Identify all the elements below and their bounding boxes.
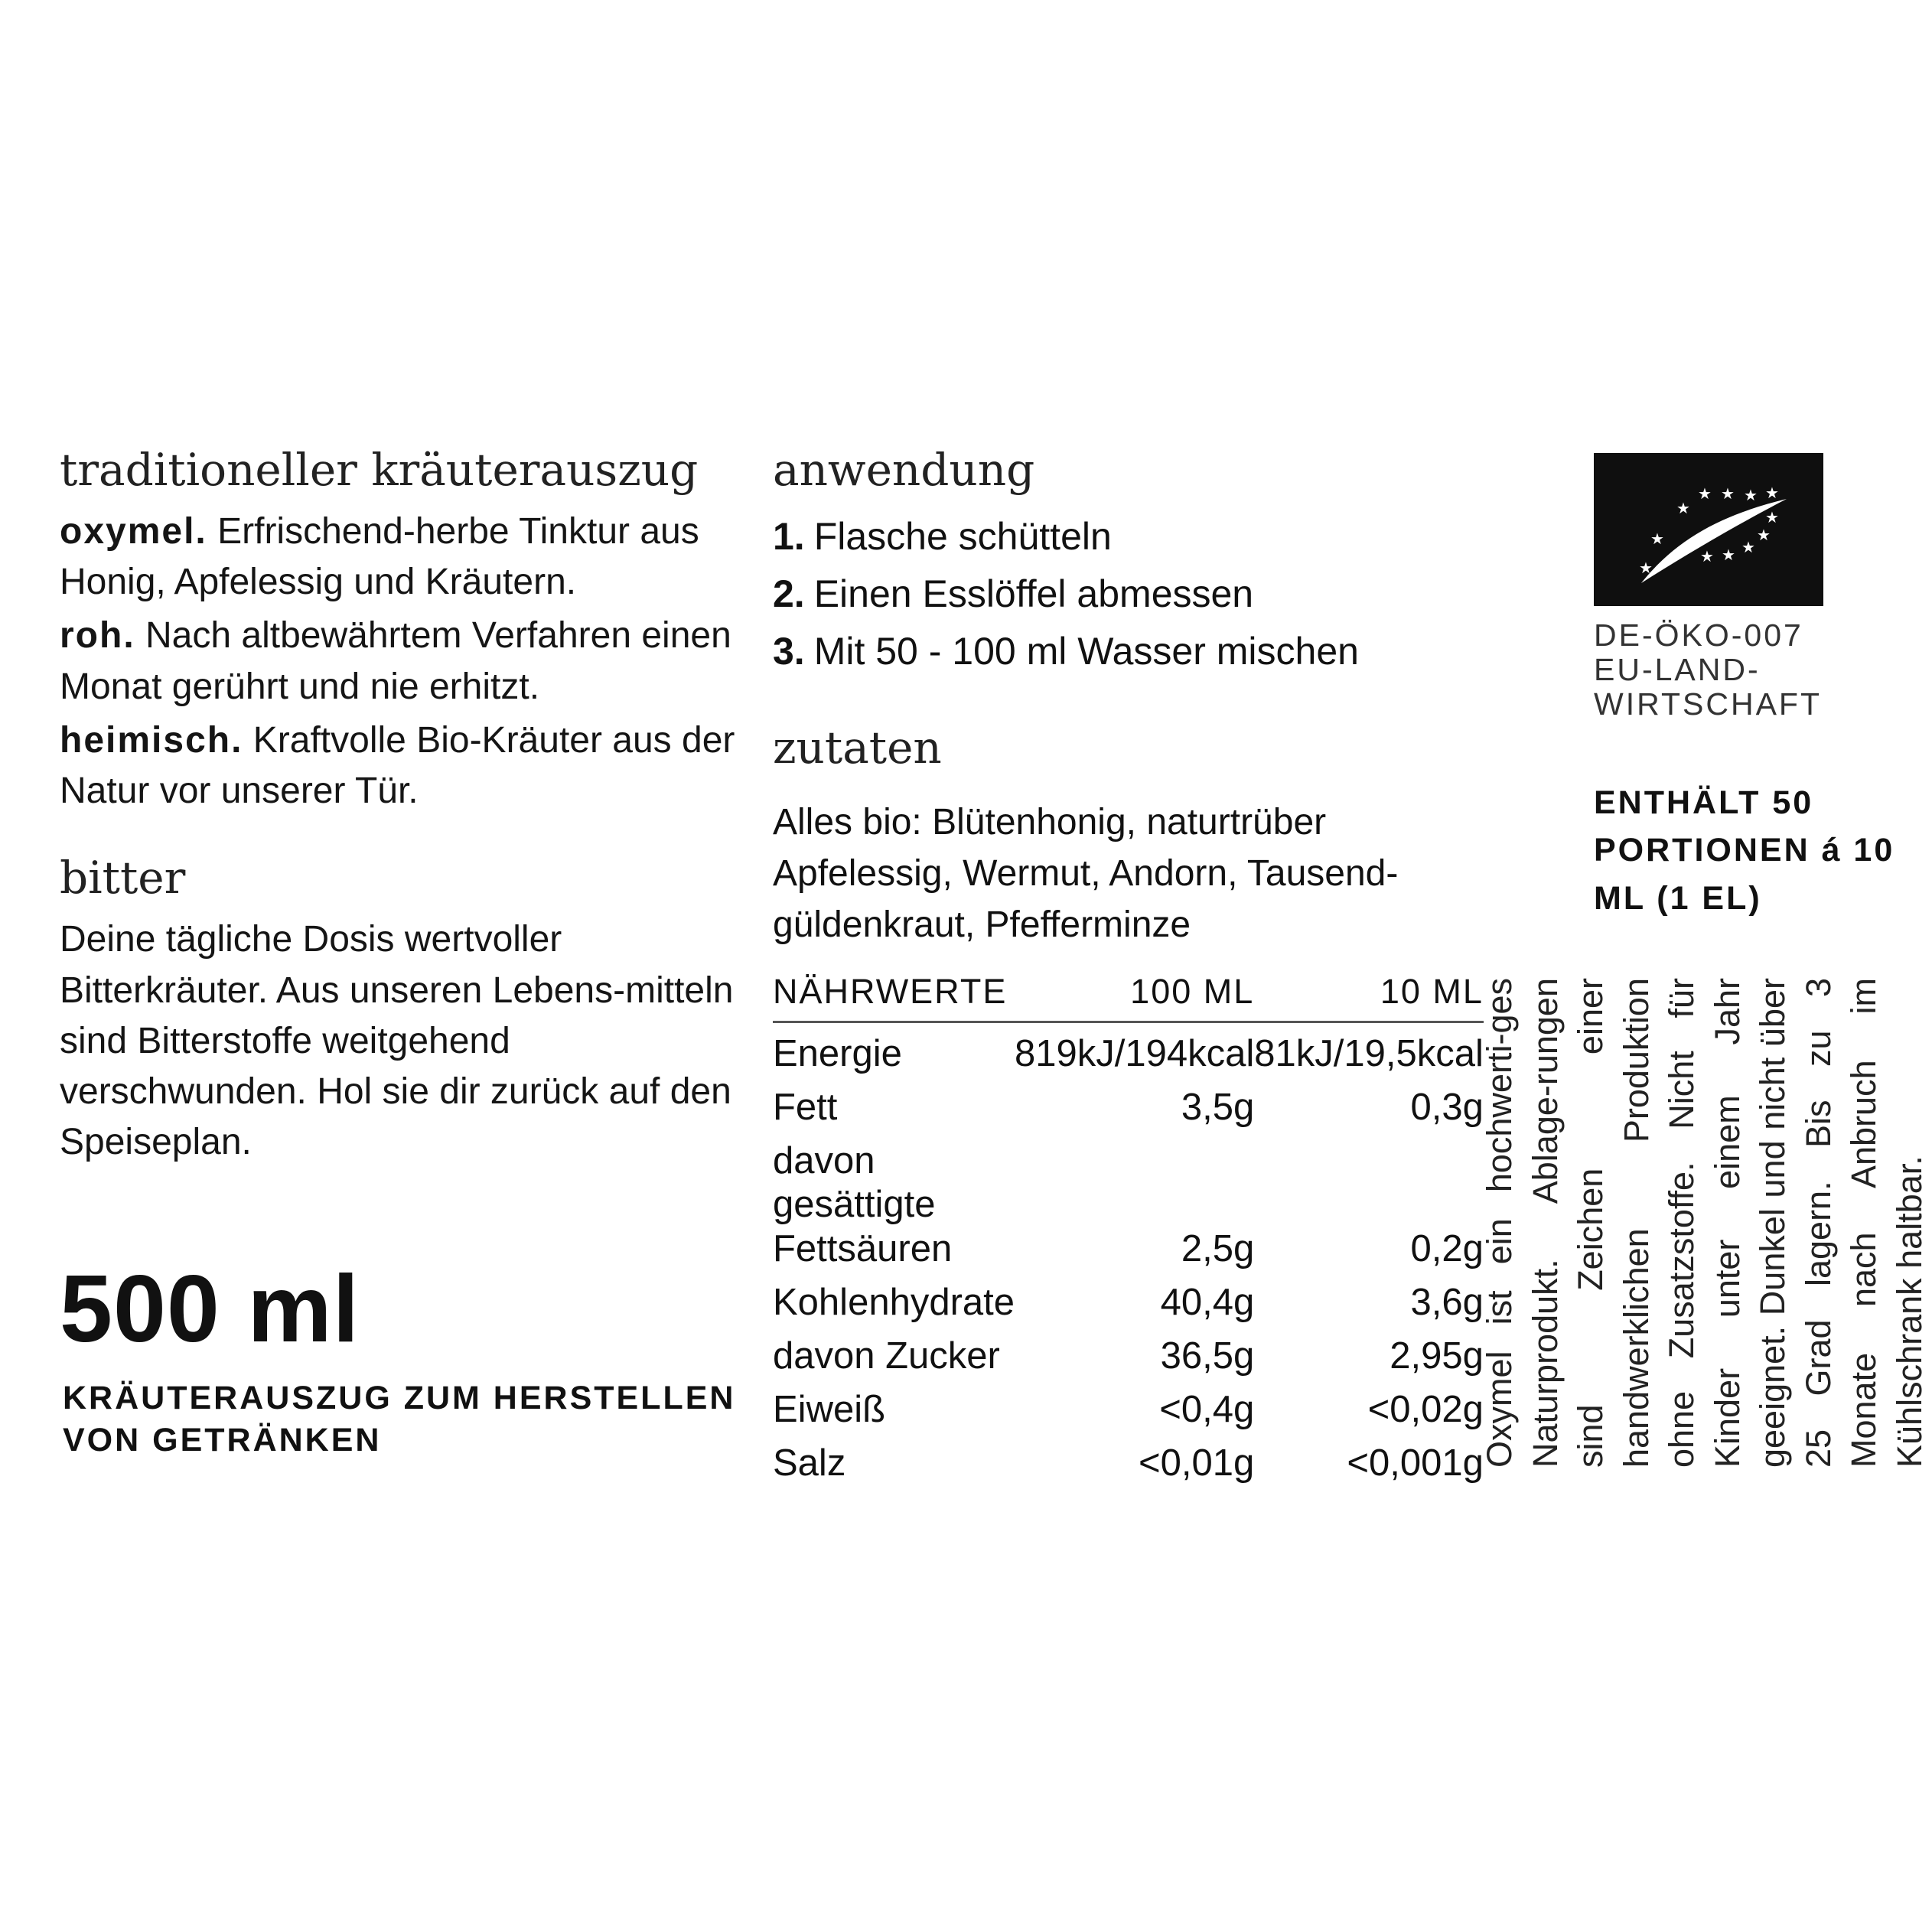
nutrient-value-10ml: 81kJ/19,5kcal [1254, 1033, 1484, 1074]
feature-roh [60, 611, 748, 712]
svg-text:★: ★ [1744, 486, 1758, 504]
feature-heimisch [60, 715, 748, 816]
nutrient-label: Kohlenhydrate [773, 1282, 1015, 1324]
svg-text:★: ★ [1639, 559, 1653, 577]
portions-info: ENTHÄLT 50 PORTIONEN á 10 ML (1 EL) [1594, 784, 1895, 917]
middle-column [773, 444, 1477, 951]
feature-term: heimisch. [60, 719, 243, 761]
feature-list [60, 507, 748, 816]
feature-text: Nach altbewährtem Verfahren einen Monat gerührt und nie erhitzt. [60, 615, 731, 707]
nutrient-value-10ml: <0,001g [1347, 1442, 1484, 1484]
step-number: 2. [773, 572, 805, 615]
feature-text: Erfrischend-herbe Tinktur aus Honig, Apfelessig und Kräutern. [60, 511, 699, 603]
cert-line: WIRTSCHAFT [1594, 686, 1823, 722]
nutrition-table [773, 972, 1484, 1485]
nutrient-value-10ml: 3,6g [1410, 1282, 1484, 1324]
cert-line: EU-LAND- [1594, 652, 1761, 688]
nutrient-value-10ml: 2,95g [1390, 1335, 1484, 1377]
svg-text:★: ★ [1676, 499, 1690, 517]
step-number: 3. [773, 630, 805, 673]
usage-step [773, 508, 1477, 565]
table-row [773, 1379, 1484, 1432]
nutrition-header: NÄHRWERTE [773, 972, 1015, 1022]
ingredients-heading: zutaten [773, 722, 942, 774]
nutrient-value-10ml: <0,02g [1367, 1388, 1484, 1430]
nutrient-value-100ml: 36,5g [1160, 1335, 1255, 1377]
storage-note: Oxymel ist ein hochwerti-ges Naturprodukt. Ablage-rungen sind Zeichen einer handwerklichen Produktion ohne Zusatzstoffe. Nicht für Kinder unter einem Jahr geeignet. Dunkel und nicht über 25 Grad lagern. Bis zu 3 Monate nach Anbruch im Kühlschrank haltbar. [1480, 978, 1929, 1468]
nutrient-value-100ml: 2,5g [1181, 1228, 1255, 1270]
table-row [773, 1130, 1484, 1272]
storage-note-container [1477, 978, 1929, 1468]
svg-text:★: ★ [1700, 547, 1714, 565]
table-row [773, 1432, 1484, 1486]
nutrient-value-10ml: 0,2g [1410, 1228, 1484, 1270]
svg-text:★: ★ [1765, 484, 1779, 502]
feature-term: roh. [60, 615, 135, 657]
nutrient-label: davon Zucker [773, 1335, 1000, 1377]
usage-step [773, 623, 1477, 680]
eu-organic-leaf-icon-graphic [1594, 453, 1823, 606]
step-number: 1. [773, 515, 805, 558]
svg-text:★: ★ [1757, 526, 1771, 544]
usage-step [773, 565, 1477, 623]
cert-line: DE-ÖKO-007 [1594, 618, 1803, 653]
ingredients-text: Alles bio: Blütenhonig, naturtrüber Apfelessig, Wermut, Andorn, Tausend-güldenkraut, Pfefferminze [773, 802, 1399, 946]
nutrient-label: Energie [773, 1033, 902, 1074]
step-text: Einen Esslöffel abmessen [813, 572, 1254, 615]
feature-term: oxymel. [60, 511, 207, 552]
volume-label: 500 ml [60, 1256, 360, 1362]
step-text: Mit 50 - 100 ml Wasser mischen [813, 630, 1359, 673]
svg-text:★: ★ [1698, 484, 1712, 503]
step-text: Flasche schütteln [813, 515, 1112, 558]
feature-text: Kraftvolle Bio-Kräuter aus der Natur vor unserer Tür. [60, 719, 735, 812]
table-row [773, 1325, 1484, 1379]
nutrient-value-100ml: <0,01g [1139, 1442, 1255, 1484]
bitter-text: Deine tägliche Dosis wertvoller Bitterkräuter. Aus unseren Lebens-mitteln sind Bitterstoffe weitgehend verschwunden. Hol sie dir zurück auf den Speiseplan. [60, 919, 734, 1163]
nutrient-value-100ml: 3,5g [1181, 1086, 1255, 1128]
nutrient-value-100ml: 40,4g [1160, 1282, 1255, 1324]
nutrient-value-100ml: 819kJ/194kcal [1015, 1033, 1255, 1074]
nutrition-header-row [773, 972, 1484, 1022]
nutrient-value-10ml: 0,3g [1410, 1086, 1484, 1128]
nutrient-label: Eiweiß [773, 1388, 886, 1430]
nutrition-header: 10 ML [1254, 972, 1484, 1022]
product-type-label: KRÄUTERAUSZUG ZUM HERSTELLEN VON GETRÄNKEN [63, 1380, 736, 1458]
nutrient-label: davon gesättigte Fettsäuren [773, 1139, 953, 1270]
svg-text:★: ★ [1741, 538, 1755, 556]
table-row [773, 1077, 1484, 1130]
table-row [773, 1022, 1484, 1077]
nutrient-label: Fett [773, 1086, 838, 1128]
svg-text:★: ★ [1721, 484, 1735, 503]
usage-heading: anwendung [773, 444, 1035, 496]
nutrition-header: 100 ML [1015, 972, 1254, 1022]
svg-text:★: ★ [1765, 508, 1779, 526]
svg-text:★: ★ [1722, 546, 1735, 564]
eu-organic-leaf-icon [1594, 453, 1823, 606]
nutrient-label: Salz [773, 1442, 846, 1484]
description-heading: traditioneller kräuterauszug [60, 444, 699, 496]
table-row [773, 1272, 1484, 1325]
usage-steps [773, 508, 1477, 680]
bitter-heading: bitter [60, 852, 186, 904]
feature-oxymel [60, 507, 748, 608]
organic-certification-code [1594, 618, 1885, 722]
svg-text:★: ★ [1650, 530, 1664, 548]
nutrient-value-100ml: <0,4g [1159, 1388, 1255, 1430]
left-column [60, 444, 748, 1172]
